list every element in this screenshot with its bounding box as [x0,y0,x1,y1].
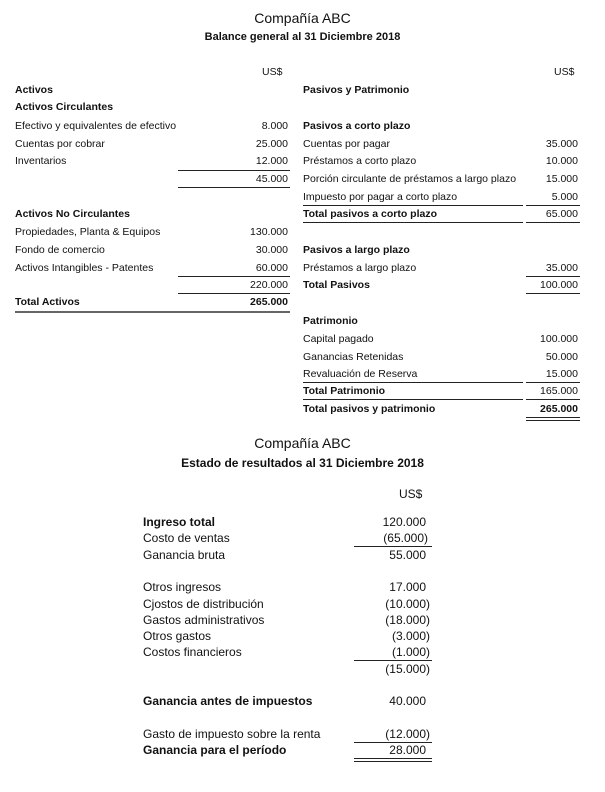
otros-value: (10.000) [385,597,430,611]
bruta-value: 55.000 [389,548,426,562]
ingreso-value: 120.000 [382,515,426,529]
divider [526,205,580,206]
item-label: Propiedades, Planta & Equipos [15,226,161,238]
impuesto-value: (12.000) [385,727,430,741]
item-label: Impuesto por pagar a corto plazo [303,191,458,203]
total-patrimonio-value: 165.000 [540,385,578,397]
corto-plazo-heading: Pasivos a corto plazo [303,120,411,132]
item-value: 35.000 [545,138,578,150]
item-value: 8.000 [261,120,288,132]
otros-label: Otros gastos [143,629,212,643]
divider [354,546,432,547]
divider [303,382,523,383]
activos-circulantes-heading: Activos Circulantes [15,101,114,113]
costo-label: Costo de ventas [143,531,230,545]
item-label: Porción circulante de préstamos a largo plazo [303,173,517,185]
item-label: Ganancias Retenidas [303,351,404,363]
item-label: Préstamos a corto plazo [303,155,417,167]
currency-right: US$ [554,66,575,78]
otros-label: Otros ingresos [143,580,222,594]
pasivos-patrimonio-heading: Pasivos y Patrimonio [303,84,410,96]
otros-value: 17.000 [389,580,426,594]
item-value: 10.000 [545,155,578,167]
item-value: 12.000 [255,155,288,167]
otros-value: (3.000) [391,629,430,643]
total-pasivos-value: 100.000 [540,279,578,291]
bruta-label: Ganancia bruta [143,548,226,562]
item-label: Efectivo y equivalentes de efectivo [15,120,177,132]
balance-title: Balance general al 31 Diciembre 2018 [204,31,401,43]
item-value: 35.000 [545,262,578,274]
divider [178,276,290,277]
total-pasivos-label: Total Pasivos [303,279,370,291]
total-cp-label: Total pasivos a corto plazo [303,208,437,220]
otros-subtotal: (15.000) [385,662,430,676]
otros-label: Cjostos de distribución [143,597,264,611]
impuesto-label: Gasto de impuesto sobre la renta [143,727,321,741]
divider [526,222,580,223]
otros-label: Costos financieros [143,645,242,659]
item-label: Capital pagado [303,333,374,345]
item-value: 25.000 [255,138,288,150]
item-value: 60.000 [255,262,288,274]
subtotal-value: 45.000 [255,173,288,185]
item-value: 100.000 [540,333,578,345]
balance-company: Compañía ABC [254,10,351,26]
periodo-label: Ganancia para el período [143,743,287,757]
subtotal-value: 220.000 [250,279,288,291]
item-label: Cuentas por cobrar [15,138,105,150]
item-value: 50.000 [545,351,578,363]
total-pp-value: 265.000 [540,403,578,415]
income-currency: US$ [399,487,423,501]
total-patrimonio-label: Total Patrimonio [303,385,386,397]
otros-label: Gastos administrativos [143,613,265,627]
total-activos-value: 265.000 [250,296,288,308]
item-label: Activos Intangibles - Patentes [15,262,154,274]
total-cp-value: 65.000 [545,208,578,220]
divider [354,660,432,661]
double-underline [526,417,580,421]
otros-value: (18.000) [385,613,430,627]
item-label: Revaluación de Reserva [303,368,418,380]
total-activos-label: Total Activos [15,296,80,308]
divider [303,222,523,223]
patrimonio-heading: Patrimonio [303,315,358,327]
income-company: Compañía ABC [254,435,351,451]
total-pp-label: Total pasivos y patrimonio [303,403,436,415]
item-value: 15.000 [545,368,578,380]
ingreso-label: Ingreso total [143,515,216,529]
divider [526,276,580,277]
item-value: 5.000 [551,191,578,203]
divider [526,293,580,294]
activos-heading: Activos [15,84,53,96]
divider [178,187,290,188]
divider [178,170,290,171]
costo-value: (65.000) [383,531,428,545]
periodo-value: 28.000 [389,743,426,757]
currency-left: US$ [262,66,283,78]
divider [526,382,580,383]
antes-label: Ganancia antes de impuestos [143,694,313,708]
antes-value: 40.000 [389,694,426,708]
divider [526,399,580,400]
item-label: Fondo de comercio [15,244,105,256]
largo-plazo-heading: Pasivos a largo plazo [303,244,410,256]
otros-value: (1.000) [391,645,430,659]
total-underline [15,311,290,313]
item-value: 130.000 [250,226,288,238]
item-label: Cuentas por pagar [303,138,390,150]
item-value: 15.000 [545,173,578,185]
item-label: Préstamos a largo plazo [303,262,417,274]
item-label: Inventarios [15,155,67,167]
divider [178,293,290,294]
activos-no-circulantes-heading: Activos No Circulantes [15,208,130,220]
divider [303,399,523,400]
income-title: Estado de resultados al 31 Diciembre 2018 [181,456,424,470]
item-value: 30.000 [255,244,288,256]
double-underline [354,758,432,762]
divider [303,205,523,206]
